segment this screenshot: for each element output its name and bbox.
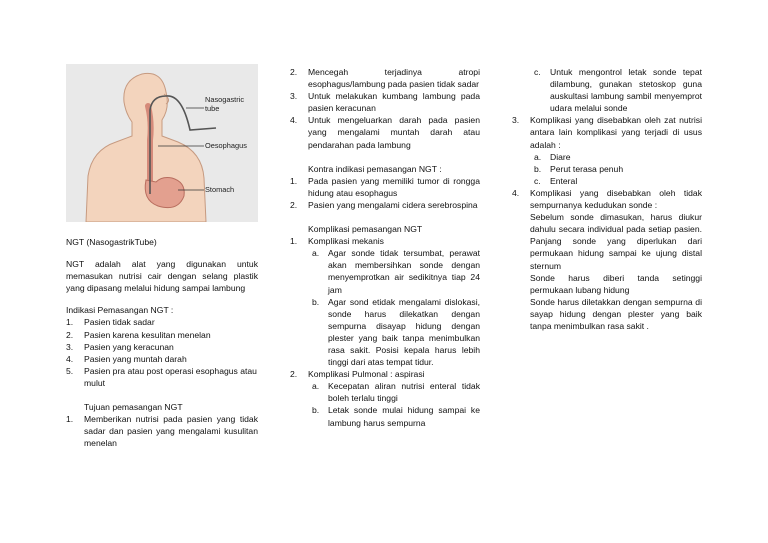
item-4-body — [512, 211, 702, 332]
sub-item: b. Perut terasa penuh — [534, 163, 624, 174]
kontra-list — [290, 175, 480, 211]
label-nasogastric-tube: Nasogastric tube — [205, 95, 245, 113]
label-oesophagus: Oesophagus — [205, 141, 247, 150]
tujuan-heading: Tujuan pemasangan NGT — [84, 402, 183, 413]
list-item: 4. Untuk mengeluarkan darah pada pasien yang mengalami muntah darah atau pendarahan pada lambung — [290, 115, 480, 150]
column-3 — [512, 66, 702, 332]
list-item: 2. Mencegah terjadinya atropi esophagus/lambung pada pasien tidak sadar — [290, 67, 480, 90]
tujuan-list — [66, 413, 258, 449]
tujuan-list-continued — [290, 66, 480, 151]
list-item: 5. Pasien pra atau post operasi esophagus atau mulut — [66, 365, 257, 388]
komplikasi-heading: Komplikasi pemasangan NGT — [308, 224, 423, 235]
list-item: 4. Pasien yang muntah darah — [66, 353, 187, 364]
list-item: 3. Untuk melakukan kumbang lambung pada pasien keracunan — [290, 91, 480, 114]
paragraph: Sebelum sonde dimasukan, harus diukur dahulu secara individual pada setiap pasien. Panjang sonde yang diperlukan dari permukaan hidung sampai ke ujung distal sternum — [530, 212, 702, 271]
sub-item: c. Untuk mengontrol letak sonde tepat dilambung, gunakan stetoskop guna auskultasi lambung sambil menyemprot udara melalui sonde — [534, 67, 702, 114]
sub-item: a. Diare — [534, 151, 571, 162]
doc-title: NGT (NasogastrikTube) — [66, 237, 157, 247]
list-item: 1. Pasien tidak sadar — [66, 317, 155, 328]
sub-item: a. Kecepatan aliran nutrisi enteral tidak boleh terlalu tinggi — [312, 381, 480, 404]
nasogastric-tube-illustration — [66, 64, 258, 222]
kontra-heading: Kontra indikasi pemasangan NGT : — [308, 163, 442, 174]
sub-item: a. Agar sonde tidak tersumbat, perawat akan membersihkan sonde dengan menyemprotkan air sedikitnya tiap 24 jam — [312, 248, 480, 295]
list-item: 4. Komplikasi yang disebabkan oleh tidak sempurnanya kedudukan sonde : — [512, 187, 702, 211]
indikasi-list — [66, 316, 258, 389]
list-item: 3. Komplikasi yang disebabkan oleh zat nutrisi antara lain komplikasi yang terjadi di usus adalah : — [512, 115, 702, 150]
label-stomach: Stomach — [205, 185, 235, 194]
list-item: 2. Pasien karena kesulitan menelan — [66, 329, 211, 340]
paragraph: Sonde harus diberi tanda setinggi permukaan lubang hidung — [530, 272, 702, 295]
list-item: 3. Pasien yang keracunan — [66, 341, 174, 352]
list-item: 1. Komplikasi mekanis a. Agar sonde tidak tersumbat, perawat akan membersihkan sonde dengan menyemprotkan air sedikitnya tiap 24 jam b. Agar sond etidak mengalami dislokasi, sonde harus dilekatkan dengan sempurna disayap hidung dengan plester yang baik tanpa menimbulkan rasa sakit. Posisi kepala harus lebih tinggi dari atas tempat tidur. — [290, 236, 480, 368]
komplikasi-list — [290, 235, 480, 429]
ngt-definition: NGT adalah alat yang digunakan untuk memasukan nutrisi cair dengan selang plastik yang dipasang melalui hidung sampai lambung — [66, 259, 258, 294]
sub-item: b. Agar sond etidak mengalami dislokasi, sonde harus dilekatkan dengan sempurna disayap hidung dengan plester yang baik tanpa menimbulkan rasa sakit. Posisi kepala harus lebih tinggi dari atas tempat tidur. — [312, 296, 480, 368]
list-item: 1. Pada pasien yang memiliki tumor di rongga hidung atau esophagus — [290, 175, 480, 198]
paragraph: Sonde harus diletakkan dengan sempurna di sayap hidung dengan plester yang baik tanpa menimbulkan rasa sakit . — [530, 296, 702, 331]
list-item: 2. Pasien yang mengalami cidera serebrospina — [290, 199, 478, 210]
column-2 — [290, 66, 480, 429]
list-item: 1. Memberikan nutrisi pada pasien yang tidak sadar dan pasien yang mengalami kusulitan menelan — [66, 414, 258, 449]
sub-item: b. Letak sonde mulai hidung sampai ke lambung harus sempurna — [312, 405, 480, 428]
list-item: 2. Komplikasi Pulmonal : aspirasi a. Kecepatan aliran nutrisi enteral tidak boleh terlalu tinggi b. Letak sonde mulai hidung sampai ke lambung harus sempurna — [290, 369, 480, 428]
sub-item: c. Enteral — [534, 175, 578, 186]
anatomy-figure — [66, 64, 258, 222]
indikasi-heading: Indikasi Pemasangan NGT : — [66, 305, 174, 316]
column-1 — [66, 64, 258, 449]
